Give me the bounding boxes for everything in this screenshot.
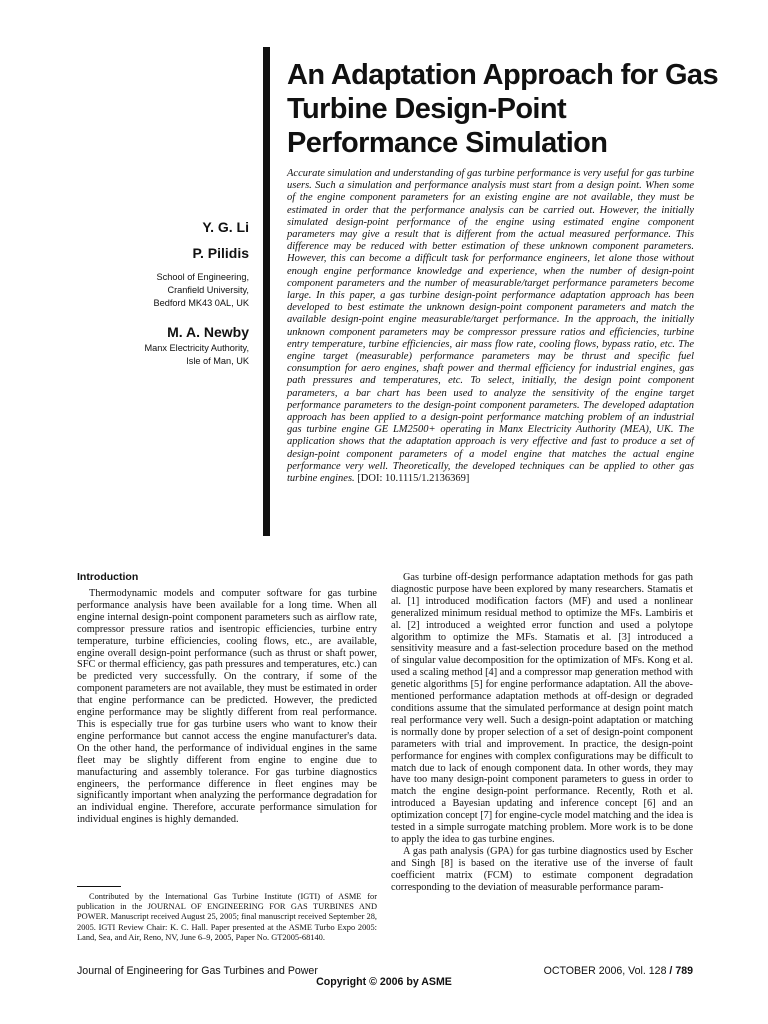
author-affiliation [49,342,249,368]
affiliation-line: Cranfield University, [167,285,249,295]
affiliation-line: Isle of Man, UK [186,356,249,366]
footnote: Contributed by the International Gas Turbine Institute (IGTI) of ASME for publication in the JOURNAL OF ENGINEERING FOR GAS TURBINES AND POWER. Manuscript received August 25, 2005; final manuscript received September 28, 2005. IGTI Review Chair: K. C. Hall. Paper presented at the ASME Turbo Expo 2005: Land, Sea, and Air, Reno, NV, June 6–9, 2005, Paper No. GT2005-68140. [77,892,377,942]
paper-title [287,58,727,160]
author-name: M. A. Newby [167,324,249,340]
author-name: P. Pilidis [192,245,249,261]
footer-separator: / [666,965,676,977]
author-name: Y. G. Li [202,219,249,235]
footer-page-number: 789 [675,965,693,977]
body-column-right [391,572,693,893]
title-line: Performance Simulation [287,127,608,159]
body-paragraph: A gas path analysis (GPA) for gas turbine diagnostics used by Escher and Singh [8] is based on the iterative use of the inverse of fault coefficient matrix (FCM) to estimate component degradation corresponding to the deviation of measurable performance param- [391,845,693,893]
footer-issue-date: OCTOBER 2006, Vol. 128 [543,965,667,977]
title-line: Turbine Design-Point [287,93,567,125]
body-paragraph: Gas turbine off-design performance adaptation methods for gas path diagnostic purpose have been explored by many researchers. Stamatis et al. [1] introduced modification factors (MF) and used a nonlinear generalized minimum residual method to optimize the MFs. Lambiris et al. [2] introduced a weighted error function and used a polytope algorithm to optimize the MFs. Stamatis et al. [3] introduced a sensitivity measure and a fast-selection procedure based on the method of singular value decomposition for the optimization of MFs. Kong et al. used a scaling method [4] and a compressor map generation method with genetic algorithms [5] for engine performance adaptation. All the above-mentioned performance adaptation methods at off-design or degraded conditions assume that the simulated performance at design point match real performance very well. Such a design-point adaptation or matching is normally done by proper selection of a set of design-point component parameters with trial and improvement. In practice, the design-point performance for engines with complex configurations may be difficult to match due to lack of enough component data. In other words, they may have too many design-point component parameters to guess in order to match the engine design-point performance. Recently, Roth et al. introduced a Bayesian updating and inference concept [6] and an optimization concept [7] for engine-cycle model matching and the idea is tested in a simple surrogate matching problem. More work is to be done to apply the idea to gas turbine engines. [391,572,693,845]
body-column-left [77,571,377,826]
affiliation-line: Manx Electricity Authority, [144,343,249,353]
footer-journal-name: Journal of Engineering for Gas Turbines and Power [77,965,318,977]
affiliation-line: School of Engineering, [156,272,249,282]
author-block [49,219,249,368]
body-paragraph: Thermodynamic models and computer software for gas turbine performance analysis have been available for a long time. When all engine internal design-point component parameters such as airflow rate, compressor pressure ratios and isentropic efficiencies, turbine entry temperature, turbine efficiencies, cooling flows, etc., are available, engine overall design-point performance (such as thrust or shaft power, SFC or thermal efficiency, gas path pressures and temperatures, etc.) can be predicted very successfully. On the contrary, if some of the component parameters are not available, they must be estimated in order that engine performance can be predicted. However, the predicted engine performance may be slightly different from real performance. This is especially true for gas turbine users who want to know their engine performance but cannot access the engine manufacturer's data. On the other hand, the performance of individual engines in the same fleet may be slightly different from engine to engine due to manufacturing and assembly tolerance. For gas turbine diagnostics engineers, the performance difference in fleet engines may be significantly important when analyzing the performance degradation for an individual engine. Therefore, accurate performance simulation for individual engines is highly demanded. [77,588,377,826]
abstract-text: Accurate simulation and understanding of gas turbine performance is very useful for gas turbine users. Such a simulation and performance analysis must start from a design point. When some of the engine component parameters for an existing engine are not available, they must be estimated in order that the performance analysis can be carried out. However, the initially simulated design-point performance of the engine using estimated engine component parameters may give a result that is different from the actual measured performance. This difference may be reduced with better estimation of these unknown component parameters. However, this can become a difficult task for performance engineers, let alone those without enough engine performance knowledge and experience, when the number of design-point component parameters and the number of measurable/target performance parameters become large. In this paper, a gas turbine design-point performance adaptation approach has been developed to best estimate the unknown design-point component parameters and match the available design-point engine measurable/target performance. In the approach, the initially unknown component parameters may be compressor pressure ratios and efficiencies, turbine entry temperature, turbine efficiencies, air mass flow rate, cooling flows, bypass ratio, etc. The engine target (measurable) performance parameters may be thrust and specific fuel consumption for aero engines, shaft power and thermal efficiency for industrial engines, gas path pressures and temperatures, etc. To select, initially, the design point component parameters, a bar chart has been used to analyze the sensitivity of the engine target performance parameters to the design-point component parameters. The developed adaptation approach has been applied to a design-point performance matching problem of an industrial gas turbine engine GE LM2500+ operating in Manx Electricity Authority (MEA), UK. The application shows that the adaptation approach is very effective and fast to produce a set of design-point component parameters of a model engine that matches the actual engine performance very well. Theoretically, the developed techniques can be applied to other gas turbine engines. [287,168,694,485]
affiliation-line: Bedford MK43 0AL, UK [153,298,249,308]
footnote-rule [77,886,121,887]
footer-copyright: Copyright © 2006 by ASME [316,976,452,988]
author-affiliation [49,271,249,310]
abstract [287,168,694,485]
vertical-rule [263,47,270,536]
doi-link[interactable]: [DOI: 10.1115/1.2136369] [357,473,470,485]
title-line: An Adaptation Approach for Gas [287,59,718,91]
section-heading: Introduction [77,571,139,583]
